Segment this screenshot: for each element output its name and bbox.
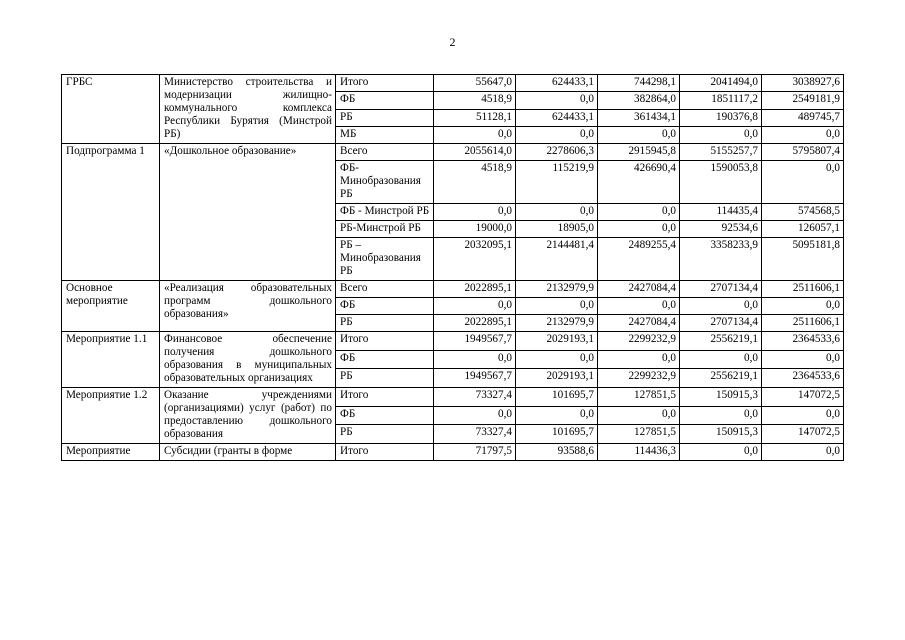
amount-cell: 2055614,0 xyxy=(434,144,516,161)
amount-cell: 0,0 xyxy=(434,204,516,221)
amount-cell: 18905,0 xyxy=(516,221,598,238)
amount-cell: 0,0 xyxy=(434,350,516,369)
amount-cell: 55647,0 xyxy=(434,75,516,92)
funding-source-cell: ФБ xyxy=(336,406,434,425)
amount-cell: 115219,9 xyxy=(516,161,598,204)
funding-source-cell: МБ xyxy=(336,126,434,143)
amount-cell: 73327,4 xyxy=(434,388,516,407)
amount-cell: 73327,4 xyxy=(434,425,516,444)
table-row xyxy=(62,75,844,92)
amount-cell: 2511606,1 xyxy=(762,281,844,298)
amount-cell: 0,0 xyxy=(680,298,762,315)
table-row xyxy=(62,332,844,351)
amount-cell: 2299232,9 xyxy=(598,332,680,351)
program-name-cell: Министерство строительства и модернизации жилищно-коммунального комплекса Республики Бурятия (Минстрой РБ) xyxy=(160,75,336,144)
amount-cell: 2511606,1 xyxy=(762,315,844,332)
amount-cell: 2132979,9 xyxy=(516,281,598,298)
amount-cell: 101695,7 xyxy=(516,388,598,407)
amount-cell: 2041494,0 xyxy=(680,75,762,92)
program-name-cell: «Реализация образовательных программ дошкольного образования» xyxy=(160,281,336,332)
amount-cell: 2427084,4 xyxy=(598,281,680,298)
amount-cell: 2022895,1 xyxy=(434,315,516,332)
table-row xyxy=(62,444,844,461)
funding-source-cell: Всего xyxy=(336,281,434,298)
amount-cell: 2029193,1 xyxy=(516,369,598,388)
amount-cell: 0,0 xyxy=(434,126,516,143)
amount-cell: 382864,0 xyxy=(598,92,680,109)
amount-cell: 0,0 xyxy=(516,92,598,109)
amount-cell: 51128,1 xyxy=(434,109,516,126)
amount-cell: 19000,0 xyxy=(434,221,516,238)
amount-cell: 126057,1 xyxy=(762,221,844,238)
amount-cell: 1851117,2 xyxy=(680,92,762,109)
amount-cell: 426690,4 xyxy=(598,161,680,204)
amount-cell: 4518,9 xyxy=(434,161,516,204)
amount-cell: 2427084,4 xyxy=(598,315,680,332)
amount-cell: 0,0 xyxy=(680,350,762,369)
amount-cell: 489745,7 xyxy=(762,109,844,126)
funding-source-cell: Итого xyxy=(336,332,434,351)
funding-source-cell: ФБ-Минобразования РБ xyxy=(336,161,434,204)
amount-cell: 3358233,9 xyxy=(680,238,762,281)
funding-source-cell: ФБ xyxy=(336,298,434,315)
program-name-cell: Оказание учреждениями (организациями) услуг (работ) по предоставлению дошкольного образования xyxy=(160,388,336,444)
amount-cell: 71797,5 xyxy=(434,444,516,461)
amount-cell: 127851,5 xyxy=(598,388,680,407)
amount-cell: 0,0 xyxy=(762,444,844,461)
amount-cell: 5155257,7 xyxy=(680,144,762,161)
funding-source-cell: Итого xyxy=(336,75,434,92)
amount-cell: 150915,3 xyxy=(680,388,762,407)
table-row xyxy=(62,388,844,407)
amount-cell: 114436,3 xyxy=(598,444,680,461)
budget-table xyxy=(61,74,844,461)
amount-cell: 2707134,4 xyxy=(680,281,762,298)
amount-cell: 2556219,1 xyxy=(680,332,762,351)
amount-cell: 0,0 xyxy=(598,204,680,221)
amount-cell: 92534,6 xyxy=(680,221,762,238)
funding-source-cell: РБ-Минстрой РБ xyxy=(336,221,434,238)
program-name-cell: Финансовое обеспечение получения дошкольного образования в муниципальных образовательных организациях xyxy=(160,332,336,388)
program-level-cell: Основное мероприятие xyxy=(62,281,160,332)
amount-cell: 5795807,4 xyxy=(762,144,844,161)
amount-cell: 2364533,6 xyxy=(762,369,844,388)
table-row xyxy=(62,281,844,298)
amount-cell: 744298,1 xyxy=(598,75,680,92)
table-row xyxy=(62,144,844,161)
amount-cell: 4518,9 xyxy=(434,92,516,109)
program-level-cell: Подпрограмма 1 xyxy=(62,144,160,281)
amount-cell: 2032095,1 xyxy=(434,238,516,281)
amount-cell: 2299232,9 xyxy=(598,369,680,388)
amount-cell: 190376,8 xyxy=(680,109,762,126)
amount-cell: 0,0 xyxy=(598,298,680,315)
amount-cell: 114435,4 xyxy=(680,204,762,221)
amount-cell: 2022895,1 xyxy=(434,281,516,298)
amount-cell: 0,0 xyxy=(516,406,598,425)
amount-cell: 93588,6 xyxy=(516,444,598,461)
funding-source-cell: РБ xyxy=(336,425,434,444)
amount-cell: 0,0 xyxy=(680,406,762,425)
funding-source-cell: Итого xyxy=(336,444,434,461)
amount-cell: 361434,1 xyxy=(598,109,680,126)
funding-source-cell: РБ xyxy=(336,369,434,388)
amount-cell: 0,0 xyxy=(680,444,762,461)
funding-source-cell: Всего xyxy=(336,144,434,161)
amount-cell: 2489255,4 xyxy=(598,238,680,281)
amount-cell: 0,0 xyxy=(680,126,762,143)
page-number: 2 xyxy=(449,35,456,49)
program-name-cell: Субсидии (гранты в форме xyxy=(160,444,336,461)
amount-cell: 0,0 xyxy=(598,221,680,238)
amount-cell: 2029193,1 xyxy=(516,332,598,351)
amount-cell: 0,0 xyxy=(598,350,680,369)
amount-cell: 0,0 xyxy=(762,126,844,143)
amount-cell: 0,0 xyxy=(598,406,680,425)
amount-cell: 147072,5 xyxy=(762,388,844,407)
program-level-cell: Мероприятие 1.1 xyxy=(62,332,160,388)
amount-cell: 0,0 xyxy=(434,298,516,315)
program-name-cell: «Дошкольное образование» xyxy=(160,144,336,281)
amount-cell: 2364533,6 xyxy=(762,332,844,351)
amount-cell: 150915,3 xyxy=(680,425,762,444)
amount-cell: 0,0 xyxy=(762,298,844,315)
amount-cell: 2278606,3 xyxy=(516,144,598,161)
funding-source-cell: РБ – Минобразования РБ xyxy=(336,238,434,281)
amount-cell: 624433,1 xyxy=(516,109,598,126)
amount-cell: 3038927,6 xyxy=(762,75,844,92)
amount-cell: 0,0 xyxy=(516,204,598,221)
amount-cell: 1590053,8 xyxy=(680,161,762,204)
amount-cell: 127851,5 xyxy=(598,425,680,444)
amount-cell: 2556219,1 xyxy=(680,369,762,388)
amount-cell: 0,0 xyxy=(762,406,844,425)
program-level-cell: ГРБС xyxy=(62,75,160,144)
program-level-cell: Мероприятие xyxy=(62,444,160,461)
amount-cell: 2549181,9 xyxy=(762,92,844,109)
amount-cell: 0,0 xyxy=(598,126,680,143)
amount-cell: 0,0 xyxy=(762,161,844,204)
amount-cell: 0,0 xyxy=(516,126,598,143)
amount-cell: 1949567,7 xyxy=(434,369,516,388)
funding-source-cell: Итого xyxy=(336,388,434,407)
funding-source-cell: РБ xyxy=(336,315,434,332)
amount-cell: 2707134,4 xyxy=(680,315,762,332)
amount-cell: 574568,5 xyxy=(762,204,844,221)
funding-source-cell: ФБ - Минстрой РБ xyxy=(336,204,434,221)
amount-cell: 0,0 xyxy=(434,406,516,425)
amount-cell: 2915945,8 xyxy=(598,144,680,161)
amount-cell: 0,0 xyxy=(516,298,598,315)
amount-cell: 147072,5 xyxy=(762,425,844,444)
amount-cell: 101695,7 xyxy=(516,425,598,444)
funding-source-cell: РБ xyxy=(336,109,434,126)
funding-source-cell: ФБ xyxy=(336,350,434,369)
amount-cell: 2132979,9 xyxy=(516,315,598,332)
amount-cell: 0,0 xyxy=(516,350,598,369)
amount-cell: 5095181,8 xyxy=(762,238,844,281)
funding-source-cell: ФБ xyxy=(336,92,434,109)
amount-cell: 0,0 xyxy=(762,350,844,369)
program-level-cell: Мероприятие 1.2 xyxy=(62,388,160,444)
amount-cell: 624433,1 xyxy=(516,75,598,92)
amount-cell: 2144481,4 xyxy=(516,238,598,281)
amount-cell: 1949567,7 xyxy=(434,332,516,351)
